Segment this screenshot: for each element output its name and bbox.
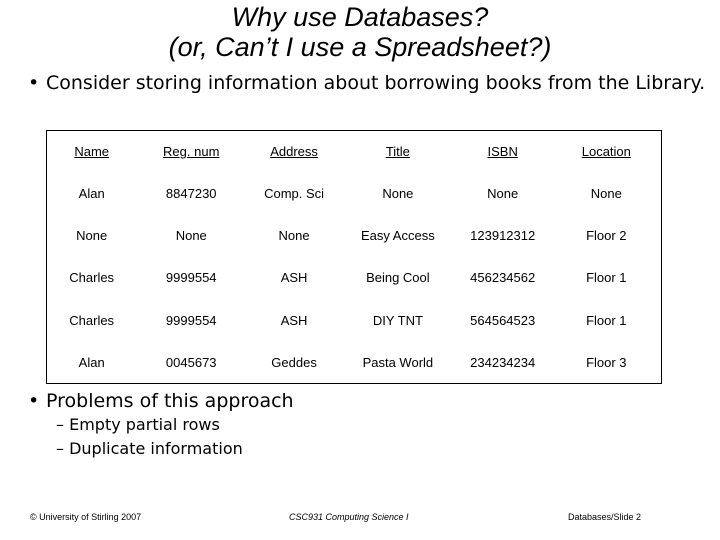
sub-dash: – xyxy=(56,439,64,458)
sub-item-empty-rows xyxy=(56,415,220,434)
slide-title-line-1: Why use Databases? xyxy=(231,2,489,32)
sub-dash: – xyxy=(56,415,64,434)
header-location: Location xyxy=(581,144,631,160)
cell-reg-num: 9999554 xyxy=(165,270,217,286)
cell-name: Alan xyxy=(78,186,105,202)
table-row xyxy=(47,299,662,341)
cell-address: ASH xyxy=(280,270,308,286)
footer-slide-number: Databases/Slide 2 xyxy=(568,512,642,522)
footer-course: CSC931 Computing Science I xyxy=(289,512,409,522)
sub-item-duplicate-info xyxy=(56,439,243,458)
bullet-consider xyxy=(28,72,706,94)
table-row xyxy=(47,341,662,383)
cell-title: Being Cool xyxy=(366,270,430,286)
bullet-consider-text: Consider storing information about borrowing books from the Library. xyxy=(46,72,706,94)
cell-isbn: 564564523 xyxy=(470,312,536,328)
sub-item-text: Duplicate information xyxy=(69,439,243,458)
cell-isbn: 123912312 xyxy=(470,228,536,244)
bullet-problems-text: Problems of this approach xyxy=(46,390,294,412)
cell-title: None xyxy=(382,186,414,202)
cell-address: ASH xyxy=(280,312,308,328)
cell-name: None xyxy=(76,228,108,244)
cell-address: Comp. Sci xyxy=(264,186,325,202)
cell-location: None xyxy=(590,186,622,202)
header-reg-num: Reg. num xyxy=(163,144,220,160)
cell-location: Floor 1 xyxy=(586,312,627,328)
header-name: Name xyxy=(74,144,110,160)
cell-title: Pasta World xyxy=(362,354,434,370)
cell-name: Alan xyxy=(78,354,105,370)
cell-isbn: 234234234 xyxy=(470,354,536,370)
cell-reg-num: 0045673 xyxy=(165,354,217,370)
bullet-dot: • xyxy=(28,72,40,94)
cell-location: Floor 1 xyxy=(586,270,627,286)
header-title: Title xyxy=(385,144,410,160)
cell-title: Easy Access xyxy=(361,228,435,244)
cell-reg-num: None xyxy=(175,228,207,244)
table-row xyxy=(47,257,662,299)
bullet-problems xyxy=(28,390,294,412)
cell-location: Floor 2 xyxy=(586,228,627,244)
cell-name: Charles xyxy=(69,312,115,328)
cell-reg-num: 9999554 xyxy=(165,312,217,328)
cell-address: None xyxy=(278,228,310,244)
cell-reg-num: 8847230 xyxy=(165,186,217,202)
cell-address: Geddes xyxy=(271,354,317,370)
bullet-dot: • xyxy=(28,390,40,412)
cell-name: Charles xyxy=(69,270,115,286)
table-row xyxy=(47,173,662,215)
cell-location: Floor 3 xyxy=(586,354,627,370)
library-table xyxy=(46,130,662,384)
header-isbn: ISBN xyxy=(487,144,518,160)
table-row xyxy=(47,215,662,257)
sub-item-text: Empty partial rows xyxy=(69,415,220,434)
cell-isbn: 456234562 xyxy=(470,270,536,286)
cell-title: DIY TNT xyxy=(372,312,423,328)
slide-title-line-2: (or, Can’t I use a Spreadsheet?) xyxy=(168,32,552,62)
table-header-row xyxy=(47,131,662,173)
footer-copyright: © University of Stirling 2007 xyxy=(30,512,142,522)
header-address: Address xyxy=(270,144,318,160)
cell-isbn: None xyxy=(487,186,519,202)
